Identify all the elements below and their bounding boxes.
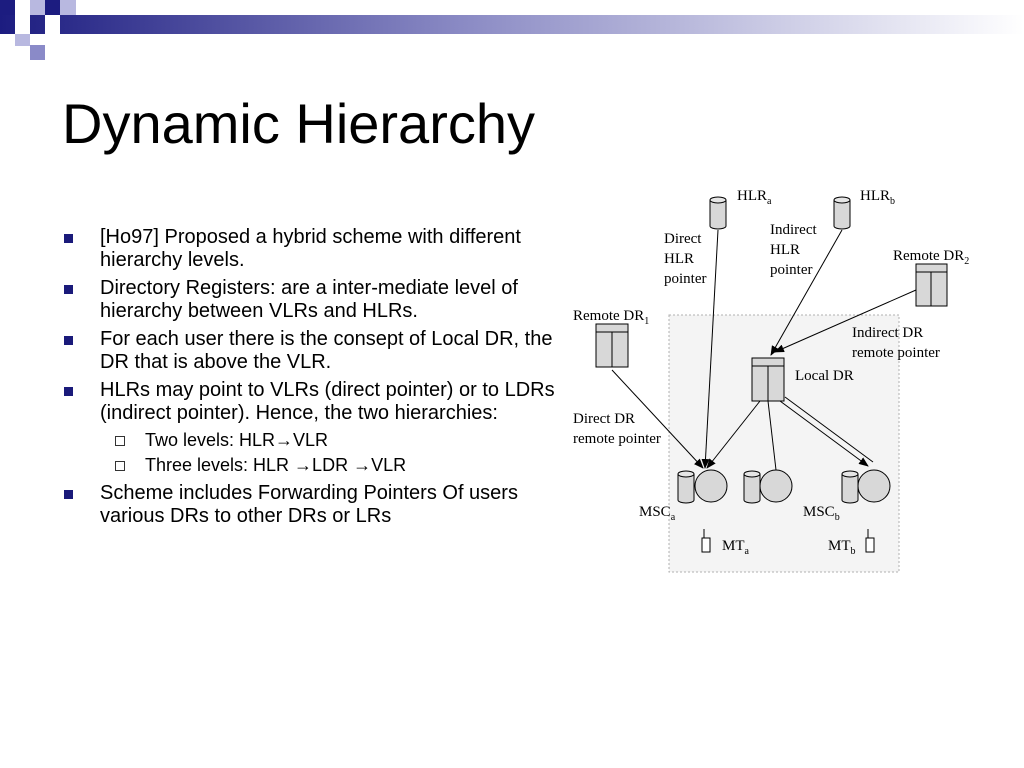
bullet-item xyxy=(62,226,562,272)
square-bullet-icon xyxy=(64,490,73,499)
square-bullet-icon xyxy=(64,336,73,345)
square-bullet-icon xyxy=(64,234,73,243)
bullet-text: HLRs may point to VLRs (direct pointer) or to LDRs (indirect pointer). Hence, the two hierarchies: xyxy=(100,379,555,424)
bullet-item xyxy=(62,379,562,425)
bullet-text: Scheme includes Forwarding Pointers Of users various DRs to other DRs or LRs xyxy=(100,482,518,527)
header-decoration xyxy=(0,0,1024,60)
local-dr-label: Local DR xyxy=(795,368,854,384)
hlr-a-label: $HLR_a$ xyxy=(737,188,772,207)
hollow-square-bullet-icon xyxy=(115,436,125,446)
msc-a-node xyxy=(678,470,727,503)
msc-b-node xyxy=(842,470,890,503)
sub-bullet-text: Two levels: HLR→VLR xyxy=(145,430,329,450)
msc-a-label: $MSC_a$ xyxy=(639,504,676,523)
bullet-item xyxy=(62,482,562,528)
hlr-b-label: $HLR_b$ xyxy=(860,188,895,207)
sub-bullet-text: Three levels: HLR →LDR →VLR xyxy=(145,455,407,475)
sub-bullet-item xyxy=(62,430,562,451)
remote-dr2-node xyxy=(916,264,947,306)
bullet-item xyxy=(62,328,562,374)
mt-a-label: $MT_a$ xyxy=(722,538,749,557)
direct-dr-pointer-label: Direct DR remote pointer xyxy=(573,411,661,447)
bullet-item xyxy=(62,277,562,323)
sub-bullet-item xyxy=(62,455,562,476)
indirect-dr-pointer-label: Indirect DR remote pointer xyxy=(852,325,940,361)
bullet-text: [Ho97] Proposed a hybrid scheme with different hierarchy levels. xyxy=(100,226,521,271)
remote-dr1-label: Remote $DR_1$ xyxy=(573,308,650,327)
mt-b-label: $MT_b$ xyxy=(828,538,856,557)
remote-dr2-label: Remote $DR_2$ xyxy=(893,248,970,267)
direct-hlr-pointer-label: Direct HLR pointer xyxy=(664,231,707,287)
indirect-hlr-pointer-label: Indirect HLR pointer xyxy=(770,222,817,278)
local-dr-node xyxy=(752,358,784,401)
msc-middle-node xyxy=(744,470,792,503)
bullet-text: Directory Registers: are a inter-mediate level of hierarchy between VLRs and HLRs. xyxy=(100,277,518,322)
bullet-text: For each user there is the consept of Local DR, the DR that is above the VLR. xyxy=(100,328,553,373)
square-bullet-icon xyxy=(64,285,73,294)
bullet-list xyxy=(62,226,562,533)
remote-dr1-node xyxy=(596,324,628,367)
hollow-square-bullet-icon xyxy=(115,461,125,471)
hlr-b-node xyxy=(834,197,850,229)
hierarchy-diagram xyxy=(560,175,1024,595)
hlr-a-node xyxy=(710,197,726,229)
slide-title: Dynamic Hierarchy xyxy=(62,92,535,155)
msc-b-label: $MSC_b$ xyxy=(803,504,840,523)
square-bullet-icon xyxy=(64,387,73,396)
